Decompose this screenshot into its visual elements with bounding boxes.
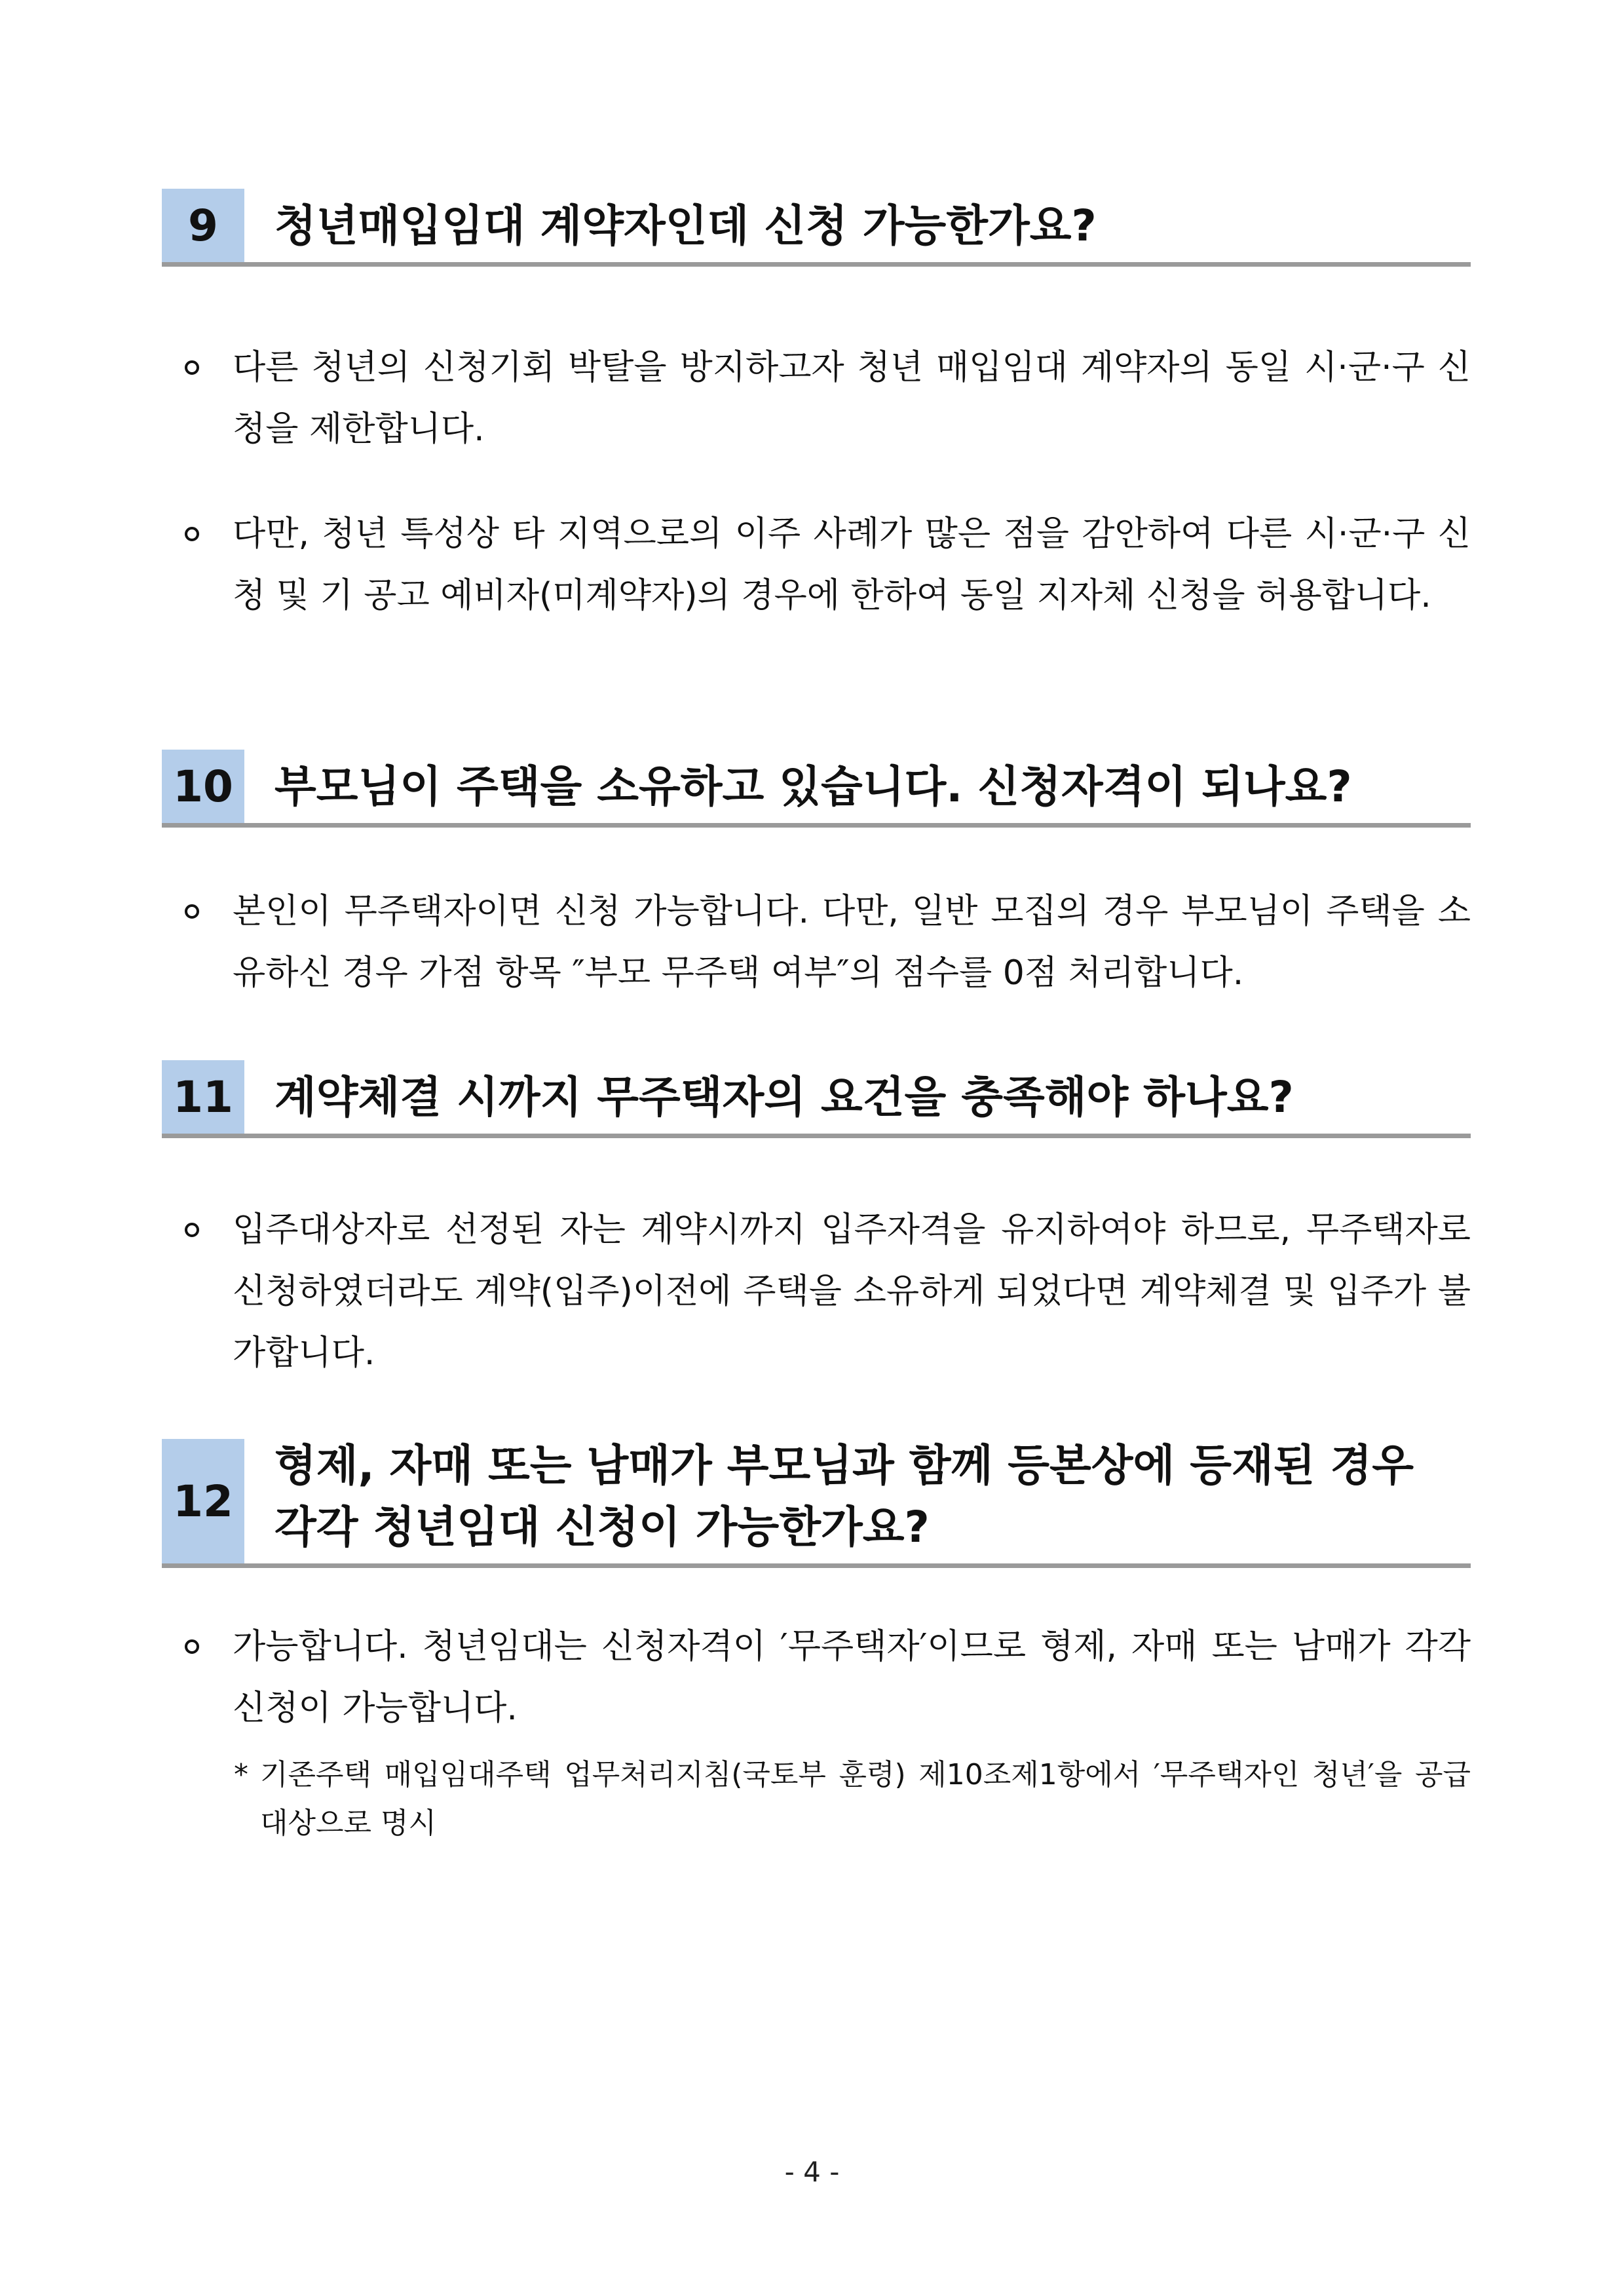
answer-text: 입주대상자로 선정된 자는 계약시까지 입주자격을 유지하여야 하므로, 무주택자로 신청하였더라도 계약(입주)이전에 주택을 소유하게 되었다면 계약체결 및 입주가 불가합니다. xyxy=(233,1210,1471,1373)
faq-section-9 xyxy=(162,189,1471,687)
question-title-line: 형제, 자매 또는 남매가 부모님과 함께 등본상에 등재된 경우 xyxy=(274,1440,1414,1491)
question-header xyxy=(162,1439,1471,1569)
circle-bullet-icon xyxy=(185,527,199,541)
question-title xyxy=(274,1435,1471,1558)
circle-bullet-icon xyxy=(185,360,199,375)
question-header xyxy=(162,189,1471,265)
question-number-badge: 11 xyxy=(162,1060,244,1134)
faq-section-12 xyxy=(162,1439,1471,1898)
question-title xyxy=(274,1067,1471,1128)
question-title-line: 각각 청년임대 신청이 가능한가요? xyxy=(274,1502,930,1552)
question-title-line: 계약체결 시까지 무주택자의 요건을 충족해야 하나요? xyxy=(274,1072,1294,1122)
question-number-badge: 10 xyxy=(162,750,244,823)
question-underline xyxy=(162,1134,1471,1138)
question-title xyxy=(274,756,1471,818)
question-underline xyxy=(162,823,1471,828)
circle-bullet-icon xyxy=(185,1639,199,1654)
question-underline xyxy=(162,262,1471,267)
circle-bullet-icon xyxy=(185,1223,199,1237)
question-number-badge: 9 xyxy=(162,189,244,262)
question-title-line: 청년매입임대 계약자인데 신청 가능한가요? xyxy=(274,201,1097,251)
footnote-asterisk: * xyxy=(234,1758,248,1791)
footnote-text: 기존주택 매입임대주택 업무처리지침(국토부 훈령) 제10조제1항에서 ′무주택자인 청년′을 공급대상으로 명시 xyxy=(260,1758,1471,1840)
question-header xyxy=(162,1060,1471,1136)
circle-bullet-icon xyxy=(185,904,199,919)
question-number-badge: 12 xyxy=(162,1439,244,1563)
page-number: - 4 - xyxy=(784,2156,840,2188)
answer-text: 다른 청년의 신청기회 박탈을 방지하고자 청년 매입임대 계약자의 동일 시·군·구 신청을 제한합니다. xyxy=(233,348,1471,449)
question-title-line: 부모님이 주택을 소유하고 있습니다. 신청자격이 되나요? xyxy=(274,761,1352,812)
answer-text: 본인이 무주택자이면 신청 가능합니다. 다만, 일반 모집의 경우 부모님이 주택을 소유하신 경우 가점 항목 ″부모 무주택 여부″의 점수를 0점 처리합니다. xyxy=(233,892,1471,993)
question-title xyxy=(274,195,1471,257)
question-underline xyxy=(162,1563,1471,1568)
faq-section-11 xyxy=(162,1060,1471,1388)
question-header xyxy=(162,750,1471,826)
answer-text: 가능합니다. 청년임대는 신청자격이 ′무주택자′이므로 형제, 자매 또는 남매가 각각 신청이 가능합니다. xyxy=(233,1627,1471,1728)
answer-text: 다만, 청년 특성상 타 지역으로의 이주 사례가 많은 점을 감안하여 다른 시·군·구 신청 및 기 공고 예비자(미계약자)의 경우에 한하여 동일 지자체 신청을 허용합니다. xyxy=(233,514,1471,615)
faq-section-10 xyxy=(162,750,1471,1025)
